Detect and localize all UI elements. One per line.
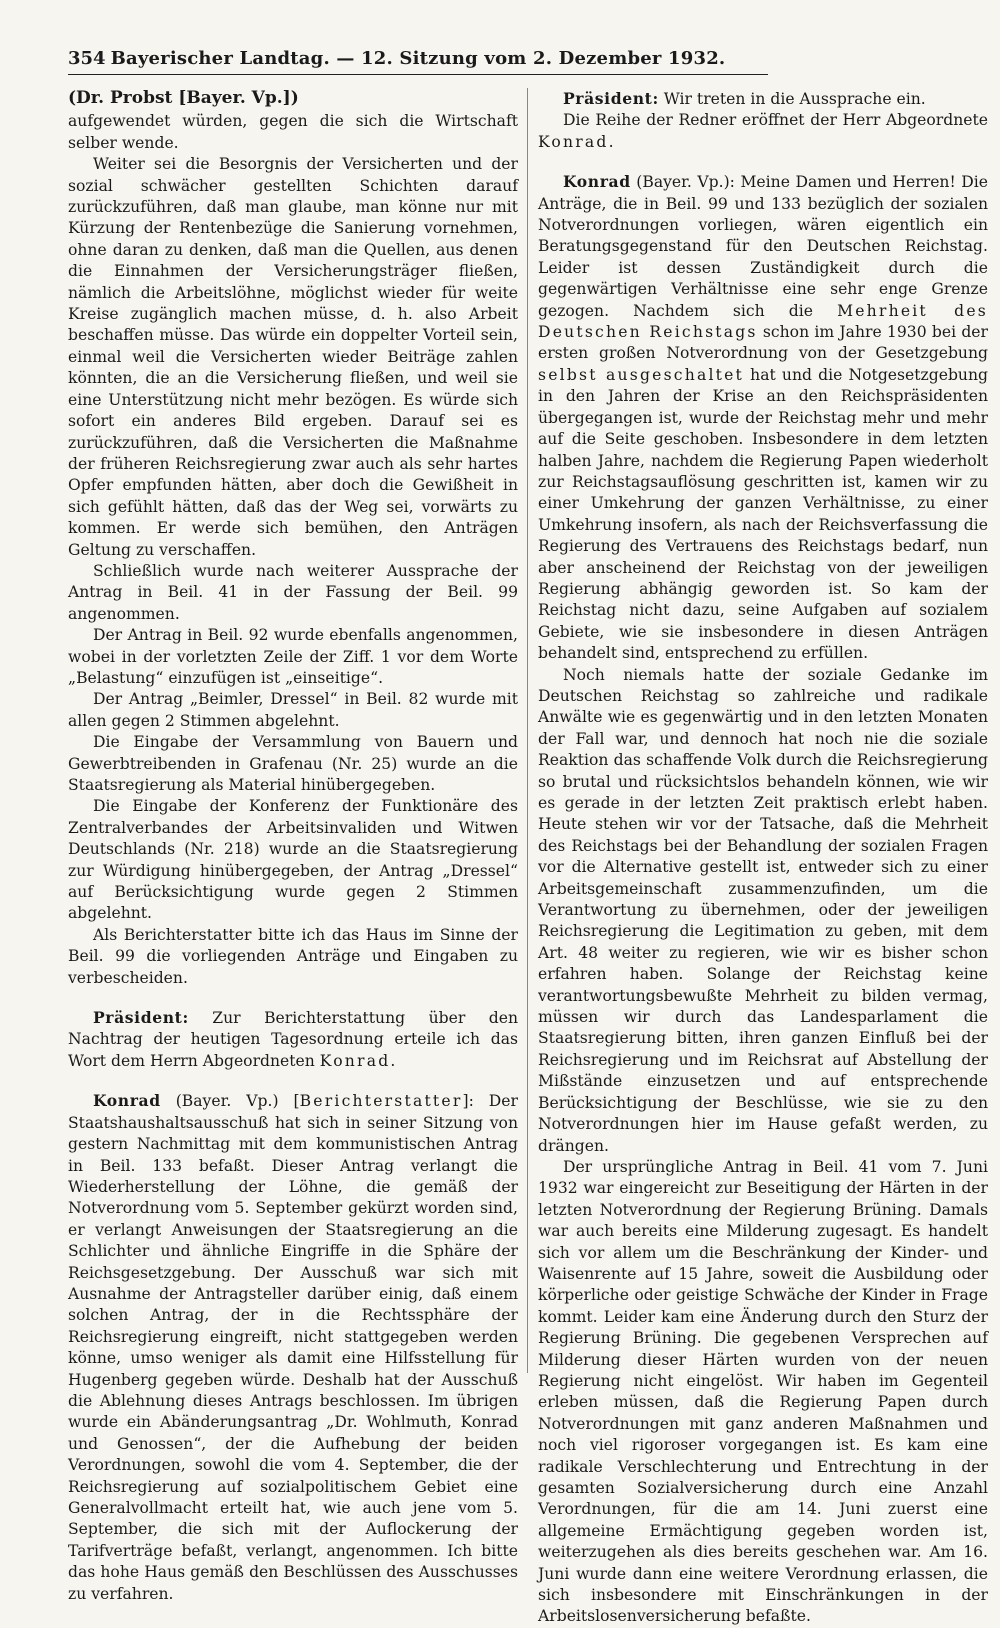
speech-text: ]: Der Staatshaushaltsausschuß hat sich in seiner Sitzung von gestern Nachmittag mit dem kommunistischen Antrag in Beil. 133 befaßt. Dieser Antrag verlangt die Wiederherstellung der Löhne, die gemäß der Notverordnung vom 5. September gekürzt worden sind, er verlangt Anweisungen der Staatsregierung an die Schlichter und ähnliche Eingriffe in die Sphäre der Reichsgesetzgebung. Der Ausschuß war sich mit Ausnahme der Antragsteller darüber einig, daß einem solchen Antrag, der in die Rechtssphäre der Reichsregierung eingreift, nicht stattgegeben werden könne, umso weniger als damit eine Hilfsstellung für Hugenberg gegeben würde. Deshalb hat der Ausschuß die Ablehnung dieses Antrags beschlossen. Im übrigen wurde ein Abänderungsantrag „Dr. Wohlmuth, Konrad und Genossen“, der die Aufhebung der beiden Verordnungen, sowohl die vom 4. September, die der Reichsregierung auf sozialpolitischem Gebiet eine Generalvollmacht erteilt hat, wie auch jene vom 5. September, die sich mit der Auflockerung der Tarifverträge befaßt, verlangt, angenommen. Ich bitte das hohe Haus gemäß den Beschlüssen des Ausschusses zu verfahren. — [68, 1092, 518, 1603]
emphasis-text: Mehrheit des Deutschen Reichstags — [538, 301, 988, 342]
speech-end: . — [390, 1051, 396, 1070]
speaker-party: (Bayer. Vp.) [ — [160, 1092, 300, 1111]
speech-text: Die Reihe der Redner eröffnet der Herr Abgeordnete — [562, 111, 988, 130]
continuation-speaker: (Dr. Probst [Bayer. Vp.]) — [68, 88, 299, 108]
paragraph: Noch niemals hatte der soziale Gedanke im Deutschen Reichstag so zahlreiche und radikale Anwälte wie es gegenwärtig und in den letzten Monaten der Fall war, und dennoch hat noch nie die soziale Reaktion das schaffende Volk durch die Reichsregierung so brutal und rücksichtslos behandeln können, wie wir es gerade in der letzten Zeit praktisch erlebt haben. Heute stehen wir vor der Tatsache, daß die Mehrheit des Reichstags bei der Behandlung der sozialen Fragen vor die Alternative gestellt ist, entweder sich zu einer Arbeitsgemeinschaft zusammenzufinden, um die Verantwortung zu übernehmen, oder der jeweiligen Reichsregierung die Legitimation zu geben, mit dem Art. 48 weiter zu regieren, wie wir es bisher schon erfahren haben. Solange der Reichstag keine verantwortungsbewußte Mehrheit zu bilden vermag, müssen wir durch das Landesparlament die Staatsregierung bitten, ihren ganzen Einfluß bei der Reichsregierung und im Reichsrat auf Abstellung der Mißstände einzusetzen und auf entsprechende Berücksichtigung der Beschlüsse, wie sie zu den Notverordnungen hier im Hause gefaßt werden, zu drängen. — [538, 665, 988, 1155]
page-number: 354 — [68, 48, 106, 69]
paragraph: Der ursprüngliche Antrag in Beil. 41 vom 7. Juni 1932 war eingereicht zur Beseitigung der Härten in der letzten Notverordnung der Regierung Brüning. Damals war auch bereits eine Milderung zugesagt. Es handelt sich vor allem um die Beschränkung der Kinder- und Waisenrente auf 15 Jahre, soweit die Ausbildung oder körperliche oder geistige Schwäche der Kinder in Frage kommt. Leider kam eine Änderung durch den Sturz der Regierung Brüning. Die gegebenen Versprechen auf Milderung dieser Härten wurden von der neuen Regierung nicht eingelöst. Wir haben im Gegenteil erleben müssen, daß die Regierung Papen durch Notverordnungen mit ganz anderen Maßnahmen und noch viel rigoroser vorgegangen ist. Es kam eine radikale Verschlechterung und Entrechtung in der gesamten Sozialversicherung durch eine Anzahl Verordnungen, für die am 14. Juni zuerst eine allgemeine Ermächtigung gegeben worden ist, weiterzugehen als dies bereits geschehen war. Am 16. Juni wurde dann eine weitere Verordnung erlassen, die sich insbesondere mit Einschränkungen in der Arbeitslosenversicherung befaßte. — [538, 1157, 988, 1626]
speech-konrad-report — [68, 1090, 518, 1605]
speech-text: Wir treten in die Aussprache ein. — [658, 90, 926, 108]
addressee-name: Konrad — [538, 132, 609, 151]
paragraph: aufgewendet würden, gegen die sich die Wirtschaft selber wende. — [68, 112, 518, 152]
speech-president — [68, 1007, 518, 1072]
column-divider — [527, 88, 528, 1373]
speech-text: Zur Berichterstattung über den Nachtrag der heutigen Tagesordnung erteile ich das Wort dem Herrn Abgeordneten — [68, 1009, 518, 1070]
running-head: Bayerischer Landtag. — 12. Sitzung vom 2. Dezember 1932. — [110, 48, 726, 69]
emphasis-text: selbst ausgeschaltet — [538, 365, 745, 384]
speech-end: . — [608, 132, 614, 151]
speaker-name: Präsident: — [92, 1008, 189, 1028]
speech-text: hat und die Notgesetzgebung in den Jahren der Krise an den Reichspräsidenten übergegangen ist, wurde der Reichstag mehr und mehr auf die Seite geschoben. Insbesondere in dem letzten halben Jahre, nachdem die Regierung Papen wiederholt zur Reichstagsauflösung geschritten ist, kamen wir zu einer Umkehrung der ganzen Verhältnisse, zu einer Umkehrung insofern, als nach der Reichsverfassung die Regierung des Vertrauens des Reichstags bedarf, nun aber anscheinend der Reichstag von der jeweiligen Regierung abhängig geworden ist. So kam der Reichstag nicht dazu, seine Aufgaben auf sozialem Gebiete, wie sie insbesondere in diesen Anträgen behandelt sind, entsprechend zu erfüllen. — [538, 365, 988, 663]
right-column — [538, 88, 988, 1626]
paragraph: Weiter sei die Besorgnis der Versicherten und der sozial schwächer gestellten Schichten darauf zurückzuführen, daß man glaube, man könne nur mit Kürzung der Rentenbezüge die Sanierung vornehmen, ohne daran zu denken, daß man die Quellen, aus denen die Einnahmen der Versicherungsträger fließen, nämlich die Arbeitslöhne, möglichst wieder für weite Kreise zugänglich machen müsse, d. h. also Arbeit beschaffen müsse. Das würde ein doppelter Vorteil sein, einmal weil die Versicherten wieder Beiträge zahlen könnten, die an die Versicherung fließen, und weil sie eine Unterstützung nicht mehr bezögen. Es würde sich sofort ein anderes Bild ergeben. Darauf sei es zurückzuführen, daß die Versicherten die Maßnahme der früheren Reichsregierung zwar auch als sehr hartes Opfer empfunden hätten, aber doch die Gewißheit in sich gefühlt hätten, daß das der Weg sei, vorwärts zu kommen. Er werde sich bemühen, den Anträgen Geltung zu verschaffen. — [68, 155, 518, 559]
speaker-name: Präsident: — [562, 89, 659, 108]
speech-text: (Bayer. Vp.): Meine Damen und Herren! Die Anträge, die in Beil. 99 und 133 bezüglich der sozialen Notverordnungen vorliegen, wären eigentlich ein Beratungsgegenstand für den Deutschen Reichstag. Leider ist dessen Zuständigkeit durch die gegenwärtigen Verhältnisse eine sehr enge Grenze gezogen. Nachdem sich die — [538, 173, 988, 320]
speech-president — [538, 88, 988, 110]
speaker-role: Berichterstatter — [299, 1092, 463, 1111]
speaker-name: Konrad — [92, 1091, 161, 1111]
speech-president-continued — [538, 110, 988, 153]
page-header — [68, 44, 768, 75]
speaker-name: Konrad — [562, 172, 631, 192]
paragraph: Die Eingabe der Versammlung von Bauern und Gewerbtreibenden in Grafenau (Nr. 25) wurde an die Staatsregierung als Material hinübergegeben. — [68, 733, 518, 794]
paragraph: Die Eingabe der Konferenz der Funktionäre des Zentralverbandes der Arbeitsinvaliden und Witwen Deutschlands (Nr. 218) wurde an die Staatsregierung zur Würdigung hinübergegeben, der Antrag „Dressel“ auf Berücksichtigung wurde gegen 2 Stimmen abgelehnt. — [68, 797, 518, 923]
paragraph: Der Antrag „Beimler, Dressel“ in Beil. 82 wurde mit allen gegen 2 Stimmen abgelehnt. — [68, 690, 518, 730]
addressee-name: Konrad — [319, 1051, 391, 1070]
speech-text: schon im Jahre 1930 bei der ersten großen Notverordnung von der Gesetzgebung — [538, 323, 988, 363]
paragraph: Schließlich wurde nach weiterer Aussprache der Antrag in Beil. 41 in der Fassung der Beil. 99 angenommen. — [68, 561, 518, 623]
left-column — [68, 88, 518, 1603]
speech-konrad — [538, 171, 988, 664]
paragraph: Der Antrag in Beil. 92 wurde ebenfalls angenommen, wobei in der vorletzten Zeile der Ziff. 1 vor dem Worte „Belastung“ einzufügen ist „einseitige“. — [68, 626, 518, 687]
paragraph: Als Berichterstatter bitte ich das Haus im Sinne der Beil. 99 die vorliegenden Anträge und Eingaben zu verbescheiden. — [68, 925, 518, 987]
